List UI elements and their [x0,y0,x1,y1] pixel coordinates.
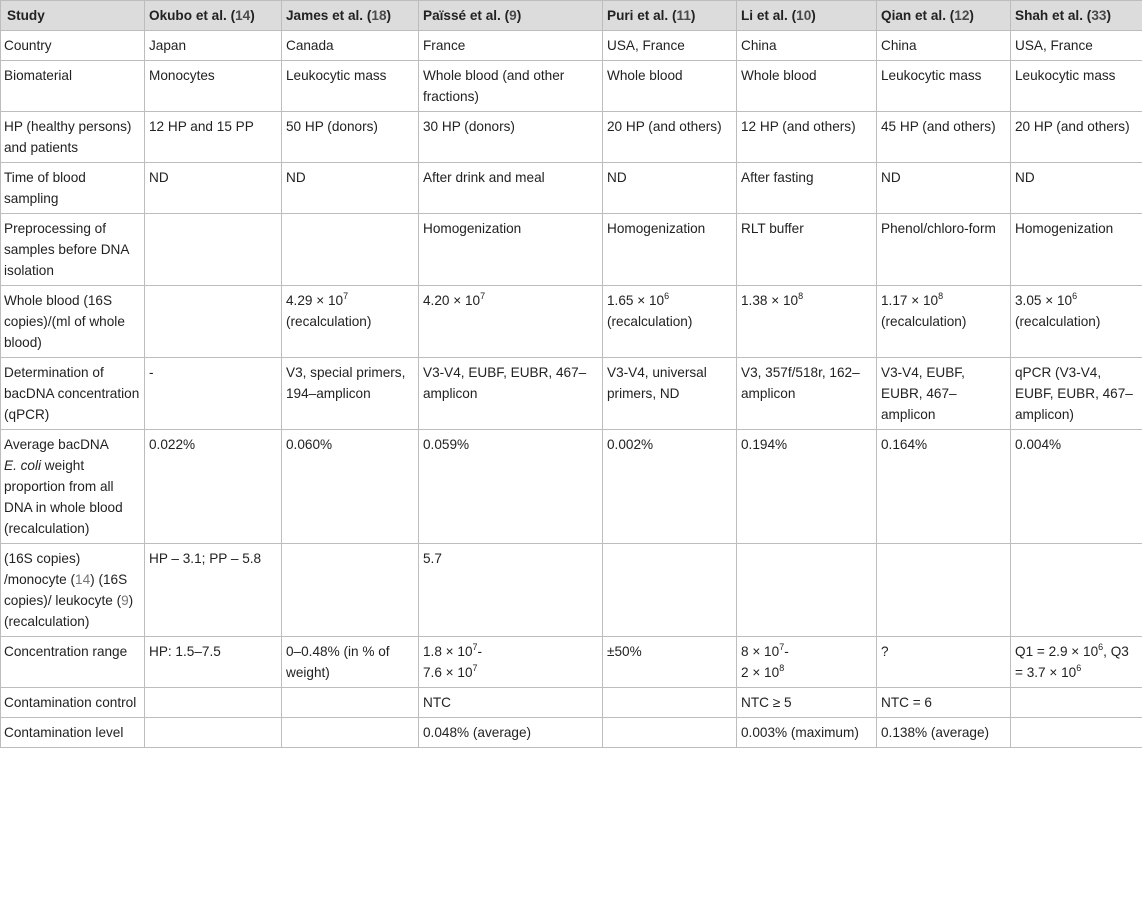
table-cell [282,688,419,718]
table-cell: 0.004% [1011,430,1142,544]
table-cell: Homogenization [1011,214,1142,286]
row-country [1,31,1142,61]
table-cell: 5.7 [419,544,603,637]
ref-link[interactable]: 33 [1091,8,1107,23]
table-cell [282,718,419,748]
table-cell: $4.29 \times 10^7$ (recalculation) [282,286,419,358]
table-cell: V3-V4, EUBF, EUBR, 467–amplicon [877,358,1011,430]
table-cell: Homogenization [419,214,603,286]
table-cell [737,544,877,637]
table-cell: $Q1 = 2.9 \times 10^6$, $Q3 = 3.7 \times 10^6$ [1011,637,1142,688]
table-cell: HP: 1.5–7.5 [145,637,282,688]
row-label: Contamination level [1,718,145,748]
table-cell: 45 HP (and others) [877,112,1011,163]
table-cell [282,544,419,637]
row-label: Whole blood (16S copies)/(ml of whole blood) [1,286,145,358]
row-copies [1,544,1142,637]
table-cell: 20 HP (and others) [1011,112,1142,163]
ref-link[interactable]: 9 [121,593,129,608]
table-cell [145,214,282,286]
table-cell: ? [877,637,1011,688]
table-cell: USA, France [1011,31,1142,61]
table-cell: USA, France [603,31,737,61]
ref-link[interactable]: 18 [371,8,387,23]
ref-link[interactable]: 9 [509,8,517,23]
row-label: (16S copies) /monocyte (14) (16S copies)/ leukocyte (9) (recalculation) [1,544,145,637]
header-shah: Shah et al. (33) [1011,1,1142,31]
table-cell: 0.138% (average) [877,718,1011,748]
table-cell: $8 \times 10^7-$ $2 \times 10^8$ [737,637,877,688]
table-cell [603,688,737,718]
row-label: Concentration range [1,637,145,688]
table-cell: Leukocytic mass [877,61,1011,112]
table-cell: China [737,31,877,61]
table-cell: NTC [419,688,603,718]
table-cell: China [877,31,1011,61]
table-cell: 12 HP (and others) [737,112,877,163]
row-label: Average bacDNA E. coli weight proportion from all DNA in whole blood (recalculation) [1,430,145,544]
header-li: Li et al. (10) [737,1,877,31]
table-cell: 0–0.48% (in % of weight) [282,637,419,688]
table-cell: ND [603,163,737,214]
table-cell: Leukocytic mass [282,61,419,112]
table-cell: HP – 3.1; PP – 5.8 [145,544,282,637]
table-cell: ND [282,163,419,214]
table-cell: Homogenization [603,214,737,286]
row-label: Time of blood sampling [1,163,145,214]
table-cell [603,718,737,748]
table-cell: RLT buffer [737,214,877,286]
table-cell: Whole blood [603,61,737,112]
row-label: Biomaterial [1,61,145,112]
row-label: HP (healthy persons) and patients [1,112,145,163]
header-row [1,1,1142,31]
row-hp [1,112,1142,163]
row-label: Contamination control [1,688,145,718]
table-cell: France [419,31,603,61]
row-biomaterial [1,61,1142,112]
table-cell: Whole blood [737,61,877,112]
table-cell: NTC ≥ 5 [737,688,877,718]
table-cell: Japan [145,31,282,61]
row-contamination-level [1,718,1142,748]
table-cell [1011,718,1142,748]
table-cell: V3, special primers, 194–amplicon [282,358,419,430]
table-cell: 20 HP (and others) [603,112,737,163]
table-cell: After drink and meal [419,163,603,214]
table-cell: 0.059% [419,430,603,544]
ref-link[interactable]: 12 [954,8,970,23]
table-cell: 12 HP and 15 PP [145,112,282,163]
table-cell: $4.20 \times 10^7$ [419,286,603,358]
row-preprocessing [1,214,1142,286]
table-cell: Phenol/chloro-form [877,214,1011,286]
ref-link[interactable]: 10 [796,8,812,23]
table-cell: 0.002% [603,430,737,544]
table-cell: Canada [282,31,419,61]
header-paisse: Païssé et al. (9) [419,1,603,31]
table-cell: $1.38 \times 10^8$ [737,286,877,358]
row-average [1,430,1142,544]
table-cell: 30 HP (donors) [419,112,603,163]
table-cell [145,718,282,748]
table-cell: $3.05 \times 10^6$ (recalculation) [1011,286,1142,358]
row-time [1,163,1142,214]
table-cell [282,214,419,286]
row-contamination-control [1,688,1142,718]
row-determination [1,358,1142,430]
table-cell: ND [145,163,282,214]
row-label: Determination of bacDNA concentration (qPCR) [1,358,145,430]
header-okubo: Okubo et al. (14) [145,1,282,31]
table-cell: ND [877,163,1011,214]
table-cell: 0.164% [877,430,1011,544]
table-cell: NTC = 6 [877,688,1011,718]
header-james: James et al. (18) [282,1,419,31]
table-cell: 0.194% [737,430,877,544]
table-cell [1011,544,1142,637]
table-cell: $1.17 \times 10^8$ (recalculation) [877,286,1011,358]
table-cell [877,544,1011,637]
table-cell: V3, 357f/518r, 162–amplicon [737,358,877,430]
header-study: Study [1,1,145,31]
table-cell [603,544,737,637]
table-cell: After fasting [737,163,877,214]
table-cell: 50 HP (donors) [282,112,419,163]
header-qian: Qian et al. (12) [877,1,1011,31]
row-label: Preprocessing of samples before DNA isolation [1,214,145,286]
table-cell: V3-V4, EUBF, EUBR, 467–amplicon [419,358,603,430]
table-cell [145,286,282,358]
table-cell: Whole blood (and other fractions) [419,61,603,112]
table-cell [145,688,282,718]
table-cell: Monocytes [145,61,282,112]
table-cell: 0.003% (maximum) [737,718,877,748]
table-cell: $1.8 \times 10^7-$ $7.6 \times 10^7$ [419,637,603,688]
header-puri: Puri et al. (11) [603,1,737,31]
table-cell [1011,688,1142,718]
ref-link[interactable]: 14 [235,8,251,23]
row-range [1,637,1142,688]
table-cell: qPCR (V3-V4, EUBF, EUBR, 467–amplicon) [1011,358,1142,430]
table-cell: V3-V4, universal primers, ND [603,358,737,430]
table-cell: 0.048% (average) [419,718,603,748]
table-cell: ±50% [603,637,737,688]
table-cell: 0.060% [282,430,419,544]
table-cell: 0.022% [145,430,282,544]
ref-link[interactable]: 11 [676,8,691,23]
table-cell: Leukocytic mass [1011,61,1142,112]
table-cell: ND [1011,163,1142,214]
ref-link[interactable]: 14 [75,572,91,587]
table-cell: $1.65 \times 10^6$ (recalculation) [603,286,737,358]
row-whole-blood [1,286,1142,358]
row-label: Country [1,31,145,61]
table-cell: - [145,358,282,430]
